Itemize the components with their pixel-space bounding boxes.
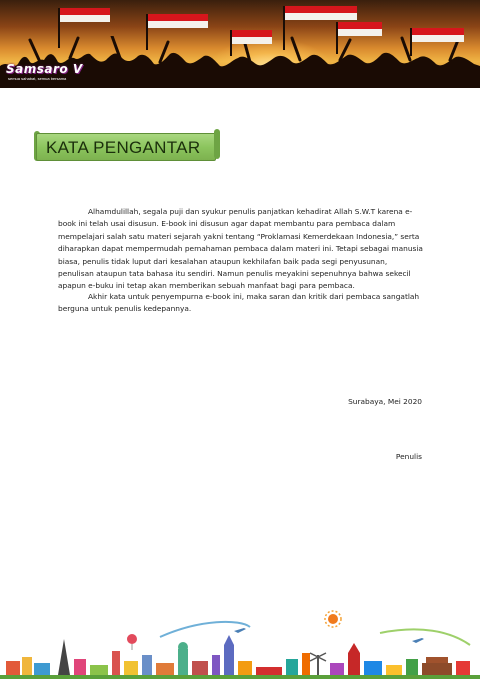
header-banner — [0, 0, 480, 88]
paragraph — [58, 206, 424, 293]
building-icon — [6, 635, 470, 675]
scroll-curl-right — [214, 129, 220, 159]
paragraph — [58, 291, 424, 316]
paragraph-text: Akhir kata untuk penyempurna e-book ini, maka saran dan kritik dari pembaca sangatlah berguna untuk penulis kedepannya. — [58, 292, 420, 314]
paragraph-text: Alhamdulillah, segala puji dan syukur penulis panjatkan kehadirat Allah S.W.T karena e-book ini telah usai disusun. E-book ini disusun agar dapat membantu para pembaca dalam mempelajari salah satu materi sejarah yakni tentang “Proklamasi Kemerdekaan Indonesia,” serta diharapkan dapat mempermudah pemahaman pembaca dalam materi ini. Tetapi sebagai manusia biasa, penulis tidak luput dari kesalahan ataupun kekhilafan baik pada segi penyusunan, penulisan ataupun tata bahasa itu sendiri. Namun penulis meyakini sepenuhnya bahwa sekecil apapun e-buku ini tetap akan memberikan sebuah manfaat bagi para pembaca. — [58, 207, 423, 291]
page-title: KATA PENGANTAR — [46, 138, 201, 157]
balloon-icon — [127, 634, 137, 650]
landmarks-skyline-illustration — [0, 605, 480, 679]
brand-logo-text: Samsaro V — [6, 62, 83, 76]
place-date: Surabaya, Mei 2020 — [348, 397, 422, 406]
brand-logo-tagline: semua sahabat, semua bersama — [8, 76, 67, 81]
sun-icon — [325, 611, 341, 627]
brand-logo — [6, 62, 92, 82]
author-signature: Penulis — [395, 452, 422, 461]
heading-banner — [34, 129, 220, 163]
